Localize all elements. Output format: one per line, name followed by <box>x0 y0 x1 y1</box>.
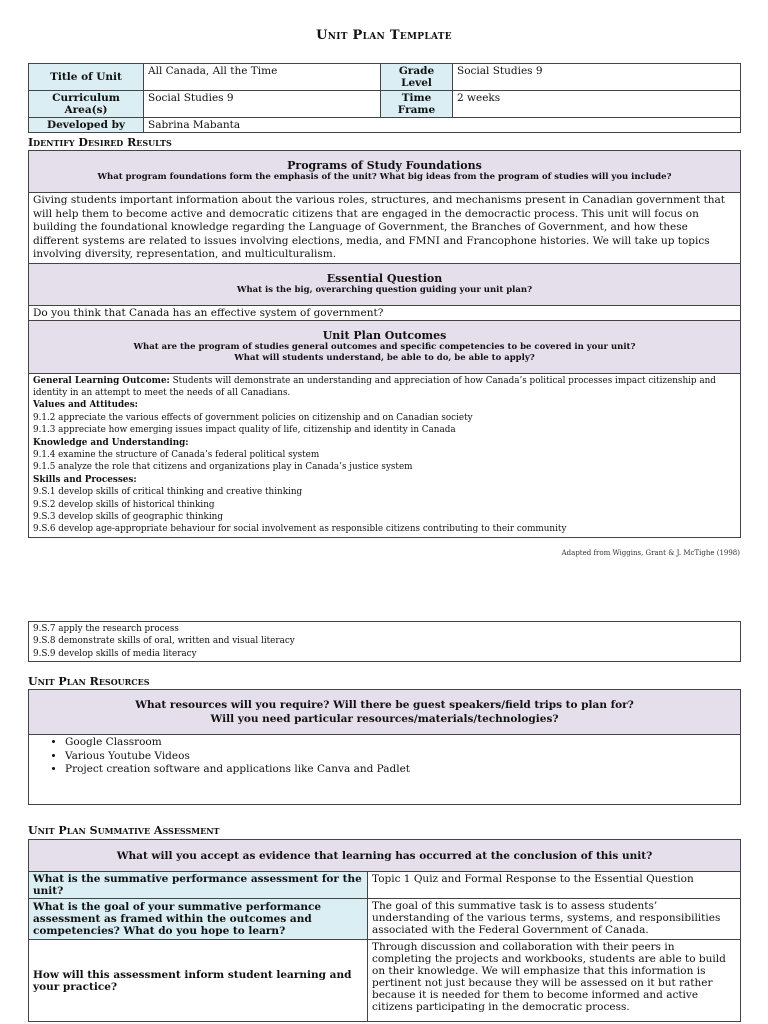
unit-info-table <box>28 63 741 133</box>
title-label: Title of Unit <box>29 64 144 91</box>
resources-table <box>28 689 741 805</box>
glo-label: General Learning Outcome: <box>33 375 170 386</box>
developer-value: Sabrina Mabanta <box>144 118 741 133</box>
outcome-item: 9.S.2 develop skills of historical thinking <box>33 499 215 510</box>
time-frame-label: Time Frame <box>381 91 453 118</box>
knowledge-label: Knowledge and Understanding: <box>33 437 189 448</box>
resources-list <box>33 736 736 777</box>
time-frame-value: 2 weeks <box>453 91 741 118</box>
resources-heading: Unit Plan Resources <box>28 675 150 688</box>
developer-label: Developed by <box>29 118 144 133</box>
essential-question-subtitle: What is the big, overarching question guiding your unit plan? <box>236 284 533 295</box>
skills-label: Skills and Processes: <box>33 474 137 485</box>
summative-q2: What is the goal of your summative performance assessment as framed within the outcomes and competencies? What do you hope to learn? <box>29 899 368 940</box>
outcome-item: 9.S.9 develop skills of media literacy <box>33 648 197 659</box>
summative-heading: Unit Plan Summative Assessment <box>28 824 220 837</box>
resources-question-1: What resources will you require? Will there be guest speakers/field trips to plan for? <box>135 699 634 711</box>
summative-q1: What is the summative performance assessment for the unit? <box>29 872 368 899</box>
values-label: Values and Attitudes: <box>33 400 138 411</box>
outcome-item: 9.S.8 demonstrate skills of oral, written and visual literacy <box>33 636 295 647</box>
resources-header <box>29 690 741 735</box>
resource-item: • Project creation software and applications like Canva and Padlet <box>65 763 736 777</box>
summative-a3: Through discussion and collaboration with their peers in completing the projects and workbooks, students are able to build on their knowledge. We will emphasize that this information is pertinent not just because they will be assessed on it but rather because it is needed for them to become informed and active citizens participating in the democratic process. <box>368 940 741 1022</box>
foundations-text: Giving students important information about the various roles, structures, and mechanisms present in Canadian government that will help them to become active and democratic citizens that are engaged in the democractic process. This unit will focus on building the foundational knowledge regarding the Language of Government, the Branches of Government, and how these different systems are related to issues involving elections, media, and FMNI and Francophone histories. We will take up topics involving diversity, representation, and multiculturalism. <box>29 193 741 264</box>
skills-continued-table <box>28 621 741 662</box>
skills-continued <box>29 622 741 662</box>
glo-text: Students will demonstrate an understanding and appreciation of how Canada’s political processes impact citizenship and identity in an attempt to meet the needs of all Canadians. <box>33 375 716 398</box>
outcomes-subtitle-2: What will students understand, be able to do, be able to apply? <box>234 352 535 363</box>
title-value: All Canada, All the Time <box>144 64 381 91</box>
outcome-item: 9.S.1 develop skills of critical thinking and creative thinking <box>33 487 303 498</box>
essential-question-title: Essential Question <box>326 271 443 285</box>
summative-q3: How will this assessment inform student learning and your practice? <box>29 940 368 1022</box>
desired-results-table <box>28 150 741 538</box>
outcome-item: 9.1.4 examine the structure of Canada’s federal political system <box>33 449 320 460</box>
resources-question-2: Will you need particular resources/materials/technologies? <box>210 713 559 725</box>
foundations-header <box>29 151 741 193</box>
resource-item: • Google Classroom <box>65 736 736 750</box>
outcome-item: 9.S.7 apply the research process <box>33 624 179 634</box>
desired-results-heading: Identify Desired Results <box>28 136 172 149</box>
outcomes-header <box>29 320 741 373</box>
grade-label: Grade Level <box>381 64 453 91</box>
grade-value: Social Studies 9 <box>453 64 741 91</box>
summative-question: What will you accept as evidence that learning has occurred at the conclusion of this unit? <box>29 840 741 872</box>
summative-a2: The goal of this summative task is to assess students’ understanding of the various terms, systems, and responsibilities associated with the Federal Government of Canada. <box>368 899 741 940</box>
resource-item: • Various Youtube Videos <box>65 750 736 764</box>
summative-a1: Topic 1 Quiz and Formal Response to the Essential Question <box>368 872 741 899</box>
summative-table <box>28 839 741 1022</box>
credit-note: Adapted from Wiggins, Grant & J. McTighe (1998) <box>561 549 740 557</box>
outcomes-title: Unit Plan Outcomes <box>322 328 447 342</box>
page-title: Unit Plan Template <box>316 28 452 43</box>
essential-question-text: Do you think that Canada has an effective system of government? <box>29 305 741 320</box>
foundations-subtitle: What program foundations form the emphasis of the unit? What big ideas from the program of studies will you include? <box>97 172 672 182</box>
foundations-title: Programs of Study Foundations <box>287 159 482 172</box>
outcome-item: 9.1.2 appreciate the various effects of government policies on citizenship and on Canadian society <box>33 412 473 423</box>
outcomes-subtitle-1: What are the program of studies general outcomes and specific competencies to be covered in your unit? <box>133 341 636 352</box>
outcome-item: 9.S.3 develop skills of geographic thinking <box>33 511 223 522</box>
outcomes-list <box>29 373 741 537</box>
outcome-item: 9.1.3 appreciate how emerging issues impact quality of life, citizenship and identity in Canada <box>33 425 456 436</box>
outcome-item: 9.1.5 analyze the role that citizens and organizations play in Canada’s justice system <box>33 462 413 473</box>
curriculum-value: Social Studies 9 <box>144 91 381 118</box>
curriculum-label: Curriculum Area(s) <box>29 91 144 118</box>
resources-list-cell <box>29 735 741 805</box>
essential-question-header <box>29 263 741 305</box>
outcome-item: 9.S.6 develop age-appropriate behaviour for social involvement as responsible citizens contributing to their community <box>33 524 567 535</box>
